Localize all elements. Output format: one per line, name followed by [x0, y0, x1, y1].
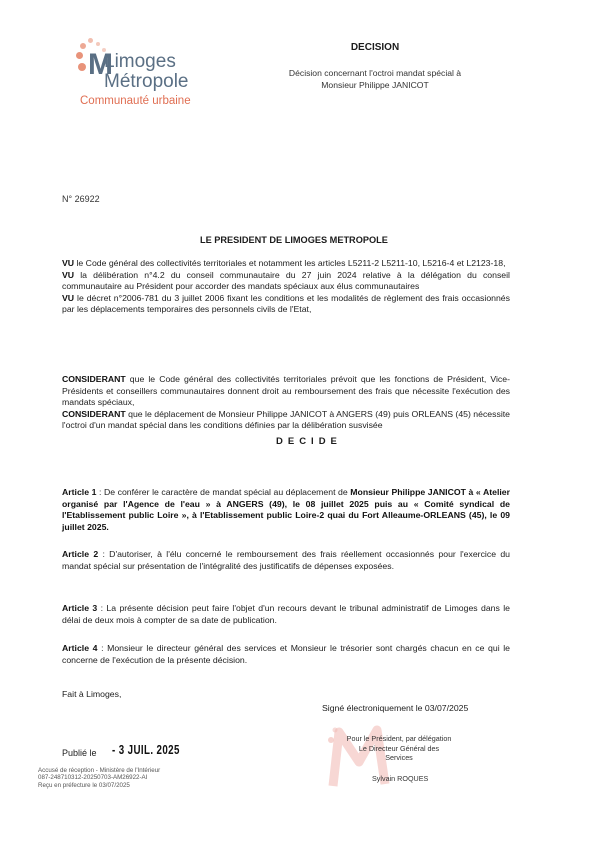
- signature-line1: Pour le Président, par délégation: [346, 734, 452, 743]
- accuse-line2: 087-248710312-20250703-AM26922-AI: [38, 774, 148, 782]
- accuse-line1: Accusé de réception - Ministère de l'Intérieur: [38, 767, 161, 774]
- decision-subtitle: [250, 67, 500, 91]
- article-label: Article 2: [62, 549, 99, 559]
- article-label: Article 1: [62, 487, 97, 497]
- logo-line2: Métropole: [104, 71, 189, 92]
- article-1: Article 1 : De conférer le caractère de mandat spécial au déplacement de Monsieur Philippe JANICOT à « Atelier organisé par l'Agence de l'eau » à ANGERS (49), le 08 juillet 2025 puis au « Comité syndical de l'Etablissement public Loire », à l'Etablissement public Loire-2 quai du Fort Alleaume-ORLEANS (45), le 09 juillet 2025.: [62, 487, 510, 532]
- vu-block: [62, 258, 510, 316]
- signature-line3: Services: [385, 753, 413, 762]
- signature-line2: Le Directeur Général des: [358, 743, 440, 753]
- publie-label: Publié le: [62, 748, 97, 758]
- article-3: Article 3 : La présente décision peut faire l'objet d'un recours devant le tribunal administratif de Limoges dans le délai de deux mois à compter de sa date de publication.: [62, 603, 510, 625]
- logo-line1: Limoges: [104, 51, 176, 72]
- vu-paragraph: VU le Code général des collectivités territoriales et notamment les articles L5211-2 L5211-10, L5216-4 et L2123-18,: [62, 258, 506, 268]
- publication-date-stamp: - 3 JUIL. 2025: [112, 743, 180, 757]
- logo-m-letter: M: [88, 48, 113, 81]
- decision-subtitle-line1: Décision concernant l'octroi mandat spécial à: [288, 68, 462, 78]
- article-label: Article 3: [62, 603, 98, 613]
- main-title: LE PRESIDENT DE LIMOGES METROPOLE: [200, 235, 388, 245]
- article-2: Article 2 : D'autoriser, à l'élu concerné le remboursement des frais réellement occasionnés pour l'exercice du mandat spécial sur présentation de l'intégralité des justificatifs de dépenses exposées.: [62, 549, 510, 571]
- acknowledgement-receipt: [38, 767, 160, 789]
- limoges-metropole-logo: [76, 38, 216, 114]
- signature-block: [334, 734, 464, 763]
- article-label: Article 4: [62, 643, 98, 653]
- vu-paragraph: VU la délibération n°4.2 du conseil communautaire du 27 juin 2024 relative à la délégation du conseil communautaire au Président pour accorder des mandats spéciaux aux élus communautaires: [62, 269, 510, 292]
- logo-subtitle: Communauté urbaine: [80, 95, 191, 107]
- considerant-paragraph: CONSIDERANT que le déplacement de Monsieur Philippe JANICOT à ANGERS (49) puis ORLEANS (45) nécessite l'octroi d'un mandat spécial dans les conditions définies par la délibération susvisée: [62, 408, 510, 431]
- accuse-line3: Reçu en préfecture le 03/07/2025: [38, 781, 130, 789]
- considerant-paragraph: CONSIDERANT que le Code général des collectivités territoriales prévoit que les fonctions de Président, Vice-Présidents et conseillers communautaires donnent droit au remboursement des frais que nécessite l'exécution des mandats spéciaux,: [62, 374, 510, 408]
- signatory-name: Sylvain ROQUES: [372, 774, 429, 783]
- vu-paragraph: VU le décret n°2006-781 du 3 juillet 2006 fixant les conditions et les modalités de règlement des frais occasionnés par les déplacements temporaires des personnels civils de l'Etat,: [62, 292, 510, 315]
- decide-heading: DECIDE: [276, 436, 342, 447]
- decision-title: DECISION: [350, 42, 400, 53]
- fait-a-limoges: Fait à Limoges,: [62, 689, 122, 699]
- considerant-block: [62, 374, 510, 432]
- decision-subtitle-line2: Monsieur Philippe JANICOT: [321, 80, 429, 90]
- signed-electronically: Signé électroniquement le 03/07/2025: [322, 703, 469, 713]
- article-4: Article 4 : Monsieur le directeur général des services et Monsieur le trésorier sont chargés chacun en ce qui le concerne de l'exécution de la présente décision.: [62, 643, 510, 665]
- decision-number: N° 26922: [62, 194, 100, 204]
